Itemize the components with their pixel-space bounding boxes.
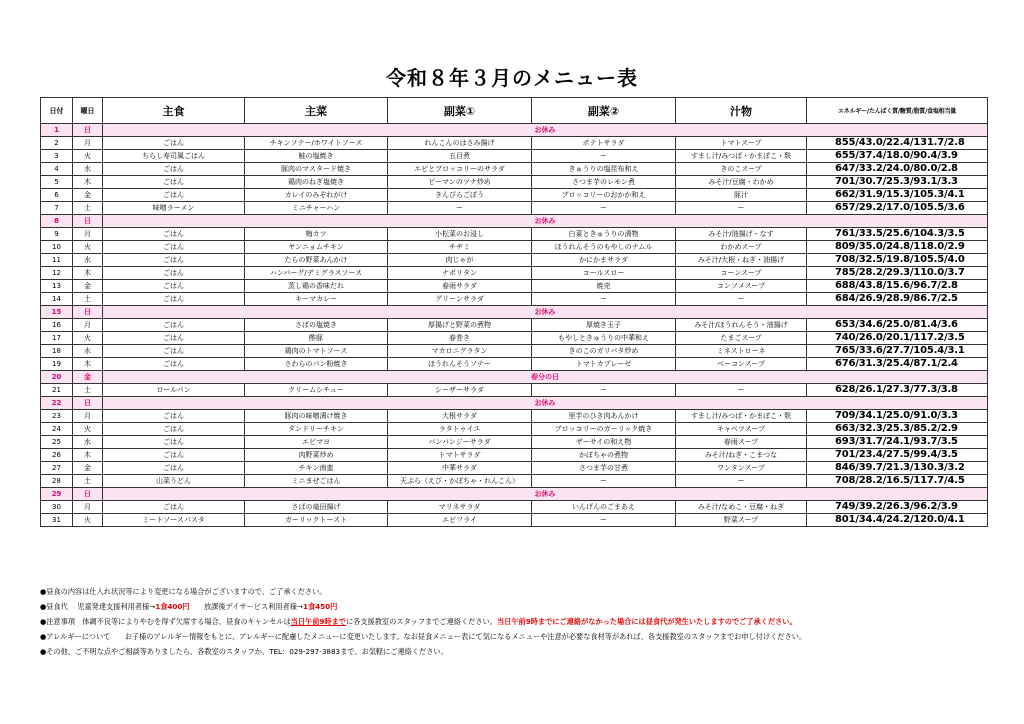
day-cell: 日 (73, 215, 103, 228)
date-cell: 21 (41, 384, 73, 397)
header-main: 主菜 (245, 98, 388, 124)
day-cell: 金 (73, 462, 103, 475)
table-row (41, 293, 988, 306)
table-row (41, 358, 988, 371)
day-cell: 月 (73, 410, 103, 423)
note-cancellation (40, 614, 1000, 629)
side1-cell: ナポリタン (388, 267, 532, 280)
side2-cell: ー (532, 150, 676, 163)
side1-cell: チヂミ (388, 241, 532, 254)
holiday-label: お休み (103, 215, 988, 228)
side1-cell: 中華サラダ (388, 462, 532, 475)
main-cell: ハンバーグ/デミグラスソース (245, 267, 388, 280)
header-row (41, 98, 988, 124)
day-cell: 火 (73, 332, 103, 345)
day-cell: 日 (73, 306, 103, 319)
day-cell: 火 (73, 514, 103, 527)
staple-cell: ごはん (103, 501, 245, 514)
nutrition-cell: 765/33.6/27.7/105.4/3.1 (807, 345, 988, 358)
soup-cell: ー (676, 475, 807, 488)
note-text: に各支援教室のスタッフまでご連絡ください。 (345, 617, 497, 626)
main-cell: さばの竜田揚げ (245, 501, 388, 514)
table-row (41, 241, 988, 254)
side1-cell: 肉じゃが (388, 254, 532, 267)
table-row (41, 150, 988, 163)
main-cell: ガーリックトースト (245, 514, 388, 527)
main-cell: さわらのパン粉焼き (245, 358, 388, 371)
staple-cell: ごはん (103, 267, 245, 280)
nutrition-cell: 855/43.0/22.4/131.7/2.8 (807, 137, 988, 150)
side1-cell: 小松菜のお浸し (388, 228, 532, 241)
main-cell: 肉野菜炒め (245, 449, 388, 462)
nutrition-cell: 761/33.5/25.6/104.3/3.5 (807, 228, 988, 241)
soup-cell: 野菜スープ (676, 514, 807, 527)
side2-cell: ー (532, 475, 676, 488)
day-cell: 日 (73, 488, 103, 501)
table-row (41, 410, 988, 423)
table-row (41, 462, 988, 475)
main-cell: ヤンニョムチキン (245, 241, 388, 254)
main-cell: チキンソテー/ホワイトソース (245, 137, 388, 150)
staple-cell: ごはん (103, 137, 245, 150)
date-cell: 28 (41, 475, 73, 488)
holiday-row (41, 488, 988, 501)
nutrition-cell: 676/31.3/25.4/87.1/2.4 (807, 358, 988, 371)
table-row (41, 176, 988, 189)
main-cell: 鶏肉のねぎ塩焼き (245, 176, 388, 189)
day-cell: 水 (73, 436, 103, 449)
table-row (41, 163, 988, 176)
soup-cell: みそ汁/油揚げ・なす (676, 228, 807, 241)
side2-cell: ポテトサラダ (532, 137, 676, 150)
side2-cell: ー (532, 293, 676, 306)
side1-cell: れんこんのはさみ揚げ (388, 137, 532, 150)
main-cell: キーマカレー (245, 293, 388, 306)
holiday-label: お休み (103, 397, 988, 410)
table-row (41, 267, 988, 280)
side1-cell: 天ぷら（えび・かぼちゃ・れんこん） (388, 475, 532, 488)
day-cell: 金 (73, 371, 103, 384)
side2-cell: ブロッコリーのおかか和え (532, 189, 676, 202)
side2-cell: かにかまサラダ (532, 254, 676, 267)
soup-cell: コンソメスープ (676, 280, 807, 293)
staple-cell: 山菜うどん (103, 475, 245, 488)
staple-cell: ごはん (103, 358, 245, 371)
day-cell: 木 (73, 267, 103, 280)
table-row (41, 254, 988, 267)
main-cell: エビマヨ (245, 436, 388, 449)
holiday-row (41, 306, 988, 319)
nutrition-cell: 785/28.2/29.3/110.0/3.7 (807, 267, 988, 280)
side2-cell: 里芋のひき肉あんかけ (532, 410, 676, 423)
header-day: 曜日 (73, 98, 103, 124)
side1-cell: バンバンジーサラダ (388, 436, 532, 449)
soup-cell: たまごスープ (676, 332, 807, 345)
day-cell: 土 (73, 384, 103, 397)
staple-cell: ごはん (103, 332, 245, 345)
nutrition-cell: 657/29.2/17.0/105.5/3.6 (807, 202, 988, 215)
soup-cell: わかめスープ (676, 241, 807, 254)
side2-cell: 厚焼き玉子 (532, 319, 676, 332)
soup-cell: ー (676, 384, 807, 397)
side1-cell: グリーンサラダ (388, 293, 532, 306)
date-cell: 22 (41, 397, 73, 410)
soup-cell: きのこスープ (676, 163, 807, 176)
fee-after-school: 1食450円 (302, 602, 338, 611)
date-cell: 16 (41, 319, 73, 332)
soup-cell: みそ汁/ねぎ・こまつな (676, 449, 807, 462)
staple-cell: ロールパン (103, 384, 245, 397)
note-menu-change (40, 584, 1000, 599)
day-cell: 火 (73, 423, 103, 436)
side2-cell: ほうれんそうのもやしのナムル (532, 241, 676, 254)
side2-cell: ー (532, 514, 676, 527)
note-allergy (40, 629, 1000, 644)
header-date: 日付 (41, 98, 73, 124)
holiday-label: お休み (103, 306, 988, 319)
day-cell: 日 (73, 397, 103, 410)
note-text: ●昼食の内容は仕入れ状況等により変更になる場合がございますので、ご了承ください。 (40, 587, 327, 596)
page-title: 令和８年３月のメニュー表 (386, 66, 638, 90)
side1-cell: 春雨サラダ (388, 280, 532, 293)
soup-cell: ー (676, 293, 807, 306)
side1-cell: 大根サラダ (388, 410, 532, 423)
side1-cell: マリネサラダ (388, 501, 532, 514)
nutrition-cell: 740/26.0/20.1/117.2/3.5 (807, 332, 988, 345)
day-cell: 木 (73, 358, 103, 371)
date-cell: 1 (41, 124, 73, 137)
day-cell: 土 (73, 293, 103, 306)
table-row (41, 332, 988, 345)
note-text: ●昼食代 児童発達支援利用者様→ (40, 602, 156, 611)
header-soup: 汁物 (676, 98, 807, 124)
staple-cell: ごはん (103, 241, 245, 254)
header-staple: 主食 (103, 98, 245, 124)
staple-cell: ごはん (103, 189, 245, 202)
table-row (41, 501, 988, 514)
side2-cell: いんげんのごまあえ (532, 501, 676, 514)
table-row (41, 137, 988, 150)
date-cell: 17 (41, 332, 73, 345)
date-cell: 11 (41, 254, 73, 267)
staple-cell: ごはん (103, 462, 245, 475)
note-text: 放課後デイサービス利用者様→ (189, 602, 303, 611)
day-cell: 月 (73, 319, 103, 332)
date-cell: 15 (41, 306, 73, 319)
date-cell: 23 (41, 410, 73, 423)
date-cell: 2 (41, 137, 73, 150)
table-row (41, 475, 988, 488)
side1-cell: 春巻き (388, 332, 532, 345)
date-cell: 14 (41, 293, 73, 306)
side1-cell: ほうれんそうソテー (388, 358, 532, 371)
nutrition-cell: 655/37.4/18.0/90.4/3.9 (807, 150, 988, 163)
staple-cell: ごはん (103, 410, 245, 423)
nutrition-cell: 653/34.6/25.0/81.4/3.6 (807, 319, 988, 332)
date-cell: 30 (41, 501, 73, 514)
holiday-row (41, 371, 988, 384)
table-row (41, 345, 988, 358)
nutrition-cell: 701/30.7/25.3/93.1/3.3 (807, 176, 988, 189)
staple-cell: ごはん (103, 163, 245, 176)
date-cell: 18 (41, 345, 73, 358)
nutrition-cell: 801/34.4/24.2/120.0/4.1 (807, 514, 988, 527)
nutrition-cell: 684/26.9/28.9/86.7/2.5 (807, 293, 988, 306)
main-cell: 梅カツ (245, 228, 388, 241)
staple-cell: ごはん (103, 176, 245, 189)
main-cell: 蒸し鶏の香味だれ (245, 280, 388, 293)
side1-cell: エビフライ (388, 514, 532, 527)
soup-cell: ー (676, 202, 807, 215)
holiday-label: お休み (103, 488, 988, 501)
side2-cell: もやしときゅうりの中華和え (532, 332, 676, 345)
day-cell: 水 (73, 254, 103, 267)
date-cell: 10 (41, 241, 73, 254)
staple-cell: ごはん (103, 280, 245, 293)
table-row (41, 280, 988, 293)
nutrition-cell: 708/32.5/19.8/105.5/4.0 (807, 254, 988, 267)
day-cell: 土 (73, 202, 103, 215)
side1-cell: ラタトゥイユ (388, 423, 532, 436)
side1-cell: 五目煮 (388, 150, 532, 163)
date-cell: 12 (41, 267, 73, 280)
main-cell: ミニまぜごはん (245, 475, 388, 488)
date-cell: 13 (41, 280, 73, 293)
day-cell: 月 (73, 228, 103, 241)
side2-cell: さつま芋のレモン煮 (532, 176, 676, 189)
day-cell: 火 (73, 150, 103, 163)
note-text: ●注意事項 体調不良等によりやむを得ず欠席する場合、昼食のキャンセルは (40, 617, 291, 626)
day-cell: 金 (73, 189, 103, 202)
date-cell: 3 (41, 150, 73, 163)
soup-cell: 春雨スープ (676, 436, 807, 449)
table-row (41, 228, 988, 241)
day-cell: 金 (73, 280, 103, 293)
header-side1: 副菜① (388, 98, 532, 124)
side1-cell: トマトサラダ (388, 449, 532, 462)
nutrition-cell: 701/23.4/27.5/99.4/3.5 (807, 449, 988, 462)
soup-cell: みそ汁/なめこ・豆腐・ねぎ (676, 501, 807, 514)
staple-cell: ごはん (103, 436, 245, 449)
holiday-row (41, 215, 988, 228)
main-cell: 酢豚 (245, 332, 388, 345)
nutrition-cell: 647/33.2/24.0/80.0/2.8 (807, 163, 988, 176)
date-cell: 24 (41, 423, 73, 436)
side1-cell: シーザーサラダ (388, 384, 532, 397)
main-cell: タンドリーチキン (245, 423, 388, 436)
notes (40, 584, 1000, 659)
holiday-row (41, 124, 988, 137)
staple-cell: ごはん (103, 319, 245, 332)
table-row (41, 436, 988, 449)
side1-cell: きんぴらごぼう (388, 189, 532, 202)
soup-cell: キャベツスープ (676, 423, 807, 436)
day-cell: 月 (73, 501, 103, 514)
main-cell: 豚肉のマスタード焼き (245, 163, 388, 176)
side2-cell: 白菜ときゅうりの漬物 (532, 228, 676, 241)
date-cell: 19 (41, 358, 73, 371)
main-cell: チキン南蛮 (245, 462, 388, 475)
day-cell: 木 (73, 176, 103, 189)
table-row (41, 189, 988, 202)
date-cell: 4 (41, 163, 73, 176)
soup-cell: みそ汁/豆腐・わかめ (676, 176, 807, 189)
nutrition-cell: 709/34.1/25.0/91.0/3.3 (807, 410, 988, 423)
side1-cell: ー (388, 202, 532, 215)
side1-cell: ピーマンのツナ炒め (388, 176, 532, 189)
side2-cell: きのこのガリバタ炒め (532, 345, 676, 358)
date-cell: 7 (41, 202, 73, 215)
nutrition-cell: 693/31.7/24.1/93.7/3.5 (807, 436, 988, 449)
table-row (41, 423, 988, 436)
note-text: ●その他、ご不明な点やご相談等ありましたら、各教室のスタッフか、TEL：029-297-3883まで、お気軽にご連絡ください。 (40, 647, 448, 656)
note-lunch-fee (40, 599, 1000, 614)
soup-cell: すまし汁/みつば・かまぼこ・麩 (676, 150, 807, 163)
menu-body (41, 124, 988, 527)
date-cell: 29 (41, 488, 73, 501)
menu-table (40, 97, 988, 527)
main-cell: クリームシチュー (245, 384, 388, 397)
note-contact (40, 644, 1000, 659)
soup-cell: みそ汁/ほうれんそう・油揚げ (676, 319, 807, 332)
staple-cell: ごはん (103, 423, 245, 436)
staple-cell: ごはん (103, 254, 245, 267)
staple-cell: ごはん (103, 345, 245, 358)
soup-cell: ワンタンスープ (676, 462, 807, 475)
holiday-label: 春分の日 (103, 371, 988, 384)
date-cell: 31 (41, 514, 73, 527)
fee-child-dev: 1食400円 (155, 602, 190, 611)
main-cell: さばの塩焼き (245, 319, 388, 332)
side1-cell: マカロニグラタン (388, 345, 532, 358)
main-cell: 鮭の塩焼き (245, 150, 388, 163)
staple-cell: ちらし寿司風ごはん (103, 150, 245, 163)
nutrition-cell: 663/32.3/25.3/85.2/2.9 (807, 423, 988, 436)
table-row (41, 319, 988, 332)
date-cell: 27 (41, 462, 73, 475)
side2-cell: さつま芋の甘煮 (532, 462, 676, 475)
day-cell: 木 (73, 449, 103, 462)
day-cell: 日 (73, 124, 103, 137)
side2-cell: ー (532, 202, 676, 215)
side2-cell: コールスロー (532, 267, 676, 280)
side2-cell: トマトカプレーゼ (532, 358, 676, 371)
main-cell: カレイのみぞれがけ (245, 189, 388, 202)
header-nutrition: エネルギー/たんぱく質/糖質/脂質/食塩相当量 (807, 98, 988, 124)
side2-cell: ー (532, 384, 676, 397)
soup-cell: みそ汁/大根・ねぎ・油揚げ (676, 254, 807, 267)
cancel-deadline: 当日午前9時まで (290, 617, 346, 626)
soup-cell: トマトスープ (676, 137, 807, 150)
day-cell: 月 (73, 137, 103, 150)
side1-cell: エビとブロッコリーのサラダ (388, 163, 532, 176)
side2-cell: きゅうりの塩昆布和え (532, 163, 676, 176)
note-text: ●アレルギーについて お子様のアレルギー情報をもとに、アレルギーに配慮したメニューに変更いたします。なお昼食メニュー表にて気になるメニューや注意が必要な食材等があれば、各支援教室のスタッフまでお申し付けください。 (40, 632, 807, 641)
date-cell: 26 (41, 449, 73, 462)
main-cell: たらの野菜あんかけ (245, 254, 388, 267)
soup-cell: コーンスープ (676, 267, 807, 280)
day-cell: 水 (73, 345, 103, 358)
side1-cell: 厚揚げと野菜の煮物 (388, 319, 532, 332)
nutrition-cell: 846/39.7/21.3/130.3/3.2 (807, 462, 988, 475)
soup-cell: ミネストローネ (676, 345, 807, 358)
table-row (41, 202, 988, 215)
nutrition-cell: 628/26.1/27.3/77.3/3.8 (807, 384, 988, 397)
side2-cell: ザーサイの和え物 (532, 436, 676, 449)
main-cell: ミニチャーハン (245, 202, 388, 215)
staple-cell: ごはん (103, 228, 245, 241)
soup-cell: すまし汁/みつば・かまぼこ・麩 (676, 410, 807, 423)
side2-cell: 焼売 (532, 280, 676, 293)
header-side2: 副菜② (532, 98, 676, 124)
date-cell: 6 (41, 189, 73, 202)
date-cell: 9 (41, 228, 73, 241)
day-cell: 土 (73, 475, 103, 488)
main-cell: 鶏肉のトマトソース (245, 345, 388, 358)
date-cell: 5 (41, 176, 73, 189)
nutrition-cell: 688/43.8/15.6/96.7/2.8 (807, 280, 988, 293)
date-cell: 20 (41, 371, 73, 384)
holiday-row (41, 397, 988, 410)
day-cell: 火 (73, 241, 103, 254)
side2-cell: ブロッコリーのガーリック焼き (532, 423, 676, 436)
main-cell: 豚肉の味噌漬け焼き (245, 410, 388, 423)
table-row (41, 384, 988, 397)
table-row (41, 449, 988, 462)
cancel-warning: 当日午前9時までにご連絡がなかった場合には昼食代が発生いたしますのでご了承ください。 (496, 617, 797, 626)
date-cell: 25 (41, 436, 73, 449)
date-cell: 8 (41, 215, 73, 228)
day-cell: 水 (73, 163, 103, 176)
nutrition-cell: 809/35.0/24.8/118.0/2.9 (807, 241, 988, 254)
holiday-label: お休み (103, 124, 988, 137)
soup-cell: ベーコンスープ (676, 358, 807, 371)
side2-cell: かぼちゃの煮物 (532, 449, 676, 462)
staple-cell: ミートソースパスタ (103, 514, 245, 527)
staple-cell: ごはん (103, 293, 245, 306)
staple-cell: ごはん (103, 449, 245, 462)
nutrition-cell: 708/28.2/16.5/117.7/4.5 (807, 475, 988, 488)
table-row (41, 514, 988, 527)
soup-cell: 豚汁 (676, 189, 807, 202)
staple-cell: 味噌ラーメン (103, 202, 245, 215)
nutrition-cell: 662/31.9/15.3/105.3/4.1 (807, 189, 988, 202)
nutrition-cell: 749/39.2/26.3/96.2/3.9 (807, 501, 988, 514)
